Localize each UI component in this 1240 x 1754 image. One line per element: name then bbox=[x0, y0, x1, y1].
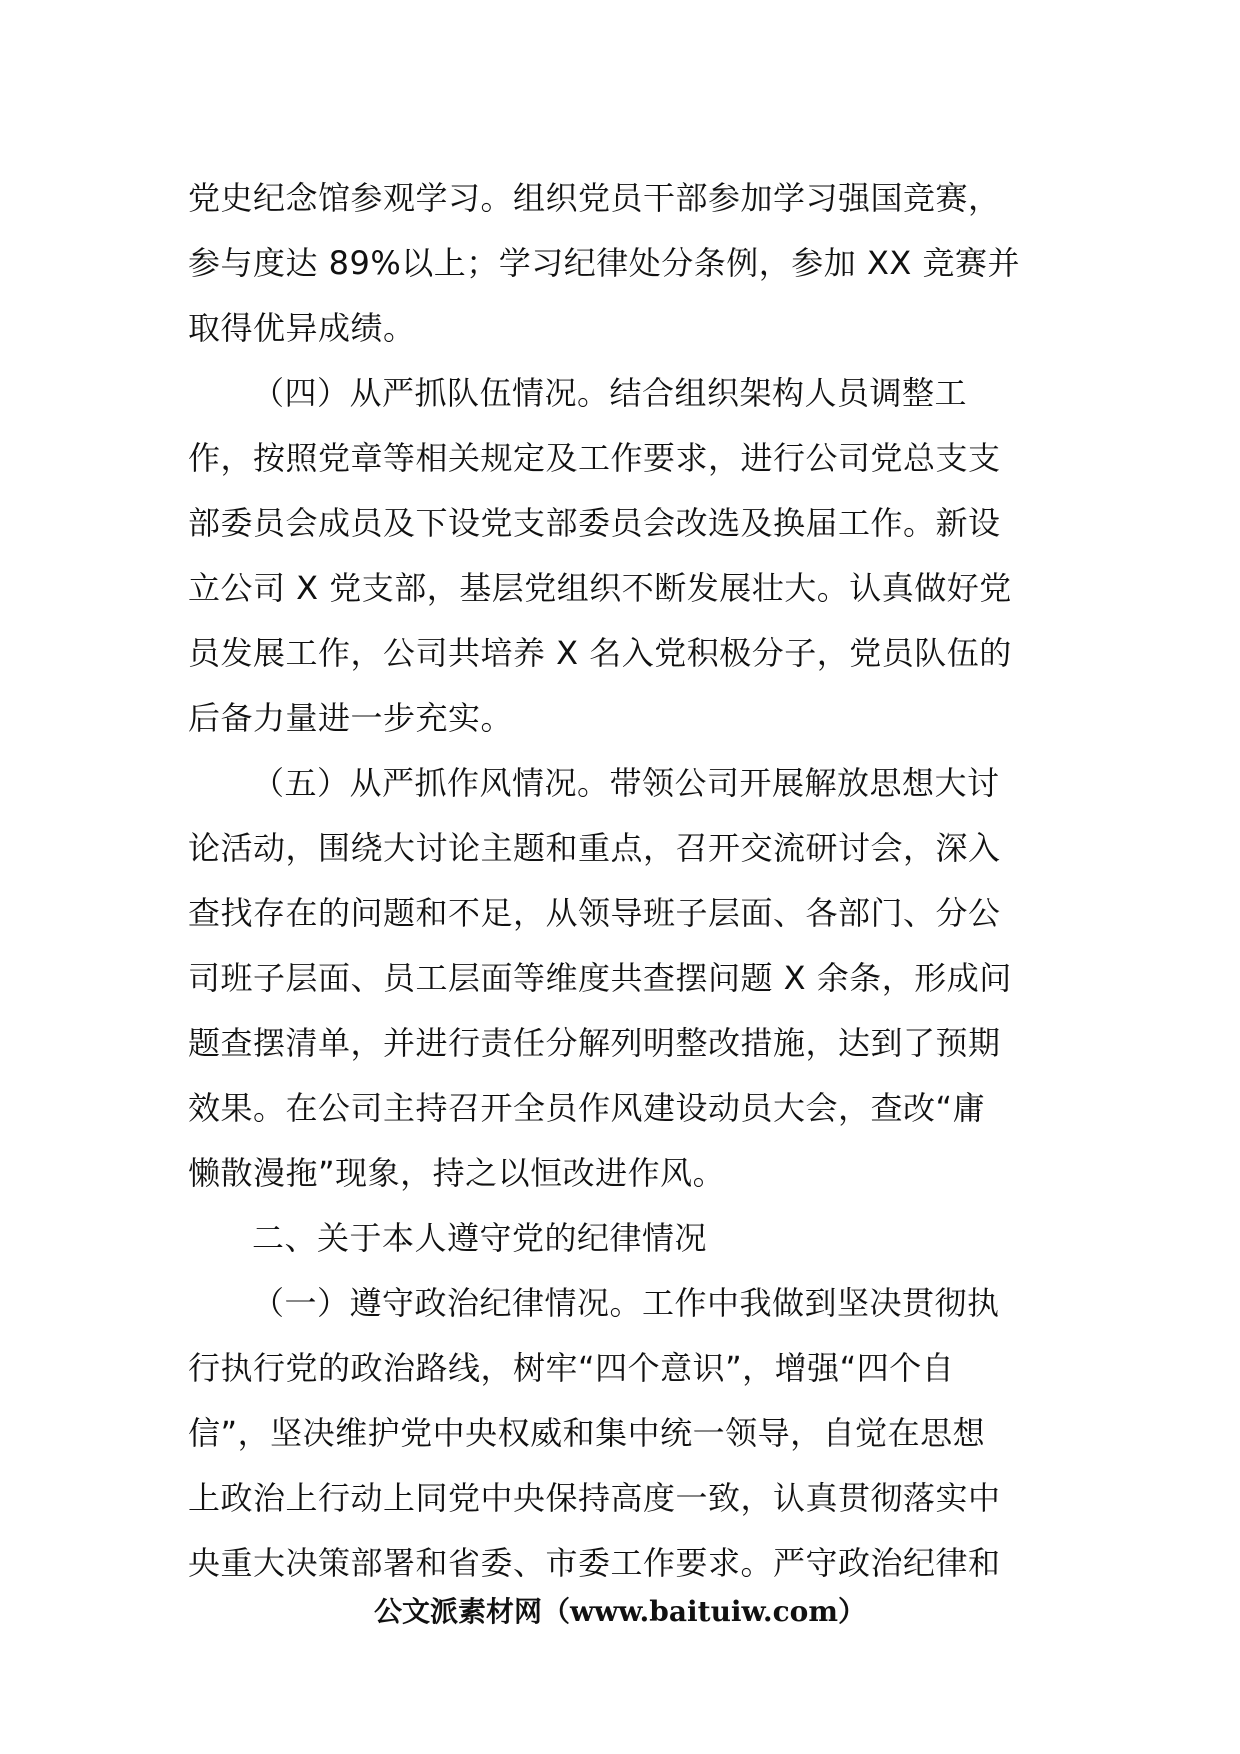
text-line: 懒散漫拖”现象，持之以恒改进作风。 bbox=[188, 1154, 726, 1192]
text-line: 行执行党的政治路线，树牢“四个意识”，增强“四个自 bbox=[188, 1349, 955, 1387]
paragraph-start-line: （一）遵守政治纪律情况。工作中我做到坚决贯彻执 bbox=[252, 1284, 1000, 1322]
footer-watermark: 公文派素材网（www.baituiw.com） bbox=[374, 1595, 866, 1628]
text-line: 信”，坚决维护党中央权威和集中统一领导，自觉在思想 bbox=[188, 1414, 986, 1452]
section-heading: 二、关于本人遵守党的纪律情况 bbox=[252, 1219, 708, 1257]
document-body bbox=[188, 166, 1058, 1596]
text-line: 参与度达 89%以上；学习纪律处分条例，参加 XX 竞赛并 bbox=[188, 244, 1020, 282]
text-line: 上政治上行动上同党中央保持高度一致，认真贯彻落实中 bbox=[188, 1479, 1001, 1517]
paragraph-start-line: （五）从严抓作风情况。带领公司开展解放思想大讨 bbox=[252, 764, 1000, 802]
text-line: 取得优异成绩。 bbox=[188, 309, 416, 347]
text-line: 司班子层面、员工层面等维度共查摆问题 X 余条，形成问 bbox=[188, 959, 1012, 997]
text-line: 部委员会成员及下设党支部委员会改选及换届工作。新设 bbox=[188, 504, 1001, 542]
paragraph-start-line: （四）从严抓队伍情况。结合组织架构人员调整工 bbox=[252, 374, 968, 412]
text-line: 题查摆清单，并进行责任分解列明整改措施，达到了预期 bbox=[188, 1024, 1001, 1062]
text-line: 立公司 X 党支部，基层党组织不断发展壮大。认真做好党 bbox=[188, 569, 1012, 607]
text-line: 查找存在的问题和不足，从领导班子层面、各部门、分公 bbox=[188, 894, 1001, 932]
text-line: 央重大决策部署和省委、市委工作要求。严守政治纪律和 bbox=[188, 1544, 1001, 1582]
text-line: 后备力量进一步充实。 bbox=[188, 699, 514, 737]
text-line: 效果。在公司主持召开全员作风建设动员大会，查改“庸 bbox=[188, 1089, 986, 1127]
text-line: 员发展工作，公司共培养 X 名入党积极分子，党员队伍的 bbox=[188, 634, 1012, 672]
text-line: 党史纪念馆参观学习。组织党员干部参加学习强国竞赛， bbox=[188, 179, 1001, 217]
text-line: 作，按照党章等相关规定及工作要求，进行公司党总支支 bbox=[188, 439, 1001, 477]
text-line: 论活动，围绕大讨论主题和重点，召开交流研讨会，深入 bbox=[188, 829, 1001, 867]
